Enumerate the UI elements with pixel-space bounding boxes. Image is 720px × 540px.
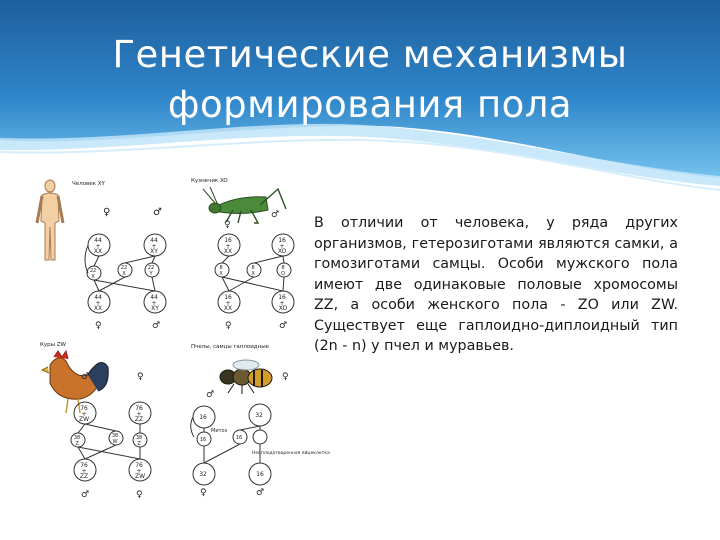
cell-chromosomes: XY — [150, 248, 158, 255]
gamete-chromosome: Z — [75, 441, 79, 447]
cell-number: 44 — [94, 237, 102, 244]
svg-text:16 + XX — [219, 237, 288, 312]
meiosis-arc — [85, 245, 88, 273]
cell-number: 76 — [135, 462, 143, 469]
cell-number: 76 — [80, 462, 88, 469]
male-symbol: ♂ — [152, 321, 161, 331]
cell-number: 44 — [150, 294, 158, 301]
gamete-chromosome: W — [112, 439, 118, 445]
body-paragraph: В отличии от человека, у ряда других организмов, гетерозиготами являются самки, а гомозиготами самцы. Особи мужского пола имеют две одинаковые половые хромосомы ZZ, а особи женского пола - ZO или ZW. Существует еще гаплоидно-диплоидный тип (2n - n) у пчел и муравьев. — [314, 215, 678, 354]
title-line-1: Генетические механизмы — [112, 33, 628, 76]
cell-number: 76 — [135, 405, 143, 412]
gamete-chromosome: X — [219, 271, 223, 277]
female-symbol: ♀ — [200, 488, 207, 498]
gamete-number: 16 — [199, 437, 207, 443]
gamete-chromosome: X — [122, 271, 126, 277]
gamete-chromosome: Z — [137, 441, 141, 447]
cell-chromosomes: ZZ — [134, 416, 144, 423]
cell-plus: + — [81, 468, 87, 475]
male-symbol: ♂ — [271, 210, 280, 220]
human-caption: Человек XY — [72, 181, 105, 187]
gamete-number: 8 — [219, 265, 223, 271]
gamete-number: 22 — [120, 265, 128, 271]
cell-plus: + — [279, 243, 285, 250]
bee-caption: Пчелы, самцы гаплоидные — [191, 344, 269, 350]
cell-plus: + — [81, 411, 87, 418]
female-symbol: ♀ — [282, 372, 289, 382]
cell-number: 16 — [224, 294, 232, 301]
male-symbol: ♂ — [256, 488, 265, 498]
gamete-number: 38 — [111, 433, 119, 439]
male-symbol: ♂ — [153, 207, 162, 218]
male-symbol: ♂ — [81, 490, 90, 500]
female-symbol: ♀ — [95, 321, 102, 331]
svg-text:16 32 16 — [199, 412, 265, 478]
slide-title — [60, 30, 680, 130]
cell-plus: + — [279, 300, 285, 307]
bee-gamete — [253, 430, 267, 444]
cell-chromosomes: XX — [93, 305, 103, 312]
gamete-number: 22 — [89, 268, 97, 274]
cell-chromosomes: ZW — [79, 416, 90, 423]
grasshopper-caption: Кузнечик XO — [191, 178, 228, 184]
gamete-chromosome: Y — [149, 271, 153, 277]
cell-plus: + — [151, 300, 157, 307]
cell-chromosomes: XO — [277, 248, 287, 255]
gamete-chromosome: X — [251, 271, 255, 277]
cell-chromosomes: XO — [278, 305, 288, 312]
mitosis-label: Митоз — [211, 428, 228, 434]
gamete-number: 22 — [147, 265, 155, 271]
cell-number: 32 — [199, 471, 207, 478]
cell-number: 32 — [255, 412, 263, 419]
human-illustration — [37, 180, 63, 260]
female-symbol: ♀ — [136, 490, 143, 500]
cell-number: 16 — [224, 237, 232, 244]
cell-chromosomes: XY — [151, 305, 159, 312]
gamete-number: 16 — [235, 435, 243, 441]
chicken-caption: Куры ZW — [40, 342, 66, 348]
gamete-number: 38 — [73, 435, 81, 441]
gamete-number: 8 — [251, 265, 255, 271]
gamete-chromosome: X — [91, 274, 95, 280]
cell-number: 16 — [256, 471, 264, 478]
female-symbol: ♀ — [137, 372, 144, 382]
cell-plus: + — [225, 300, 231, 307]
gamete-number: 8 — [281, 265, 285, 271]
cell-number: 16 — [199, 414, 207, 421]
cell-chromosomes: XX — [223, 248, 233, 255]
male-symbol: ♂ — [81, 372, 90, 382]
cell-plus: + — [95, 300, 101, 307]
cell-chromosomes: XX — [93, 248, 103, 255]
bee-illustration — [220, 360, 272, 394]
cell-number: 16 — [278, 294, 286, 301]
cell-chromosomes: ZW — [134, 473, 146, 480]
cell-plus: + — [225, 243, 231, 250]
title-line-2: формирования пола — [167, 83, 573, 126]
sex-determination-figure — [28, 165, 330, 510]
cell-number: 16 — [278, 237, 286, 244]
gamete-number: 38 — [135, 435, 143, 441]
male-symbol: ♂ — [206, 390, 215, 400]
cell-number: 44 — [150, 237, 158, 244]
cell-plus: + — [136, 468, 142, 475]
gamete-chromosome: O — [281, 271, 286, 277]
chicken-cross-lines — [78, 424, 143, 459]
male-symbol: ♂ — [279, 321, 288, 331]
unfertilized-egg-label: Неоплодотворенная яйцеклетка — [252, 451, 330, 456]
female-symbol: ♀ — [225, 321, 232, 331]
female-symbol: ♀ — [224, 220, 231, 230]
female-symbol: ♀ — [103, 207, 111, 218]
cell-plus: + — [136, 411, 142, 418]
cell-number: 76 — [80, 405, 88, 412]
cell-chromosomes: ZZ — [79, 473, 89, 480]
cell-number: 44 — [94, 294, 102, 301]
rooster-illustration — [42, 351, 108, 413]
cell-plus: + — [95, 243, 101, 250]
cell-chromosomes: XX — [223, 305, 233, 312]
cell-plus: + — [151, 243, 157, 250]
